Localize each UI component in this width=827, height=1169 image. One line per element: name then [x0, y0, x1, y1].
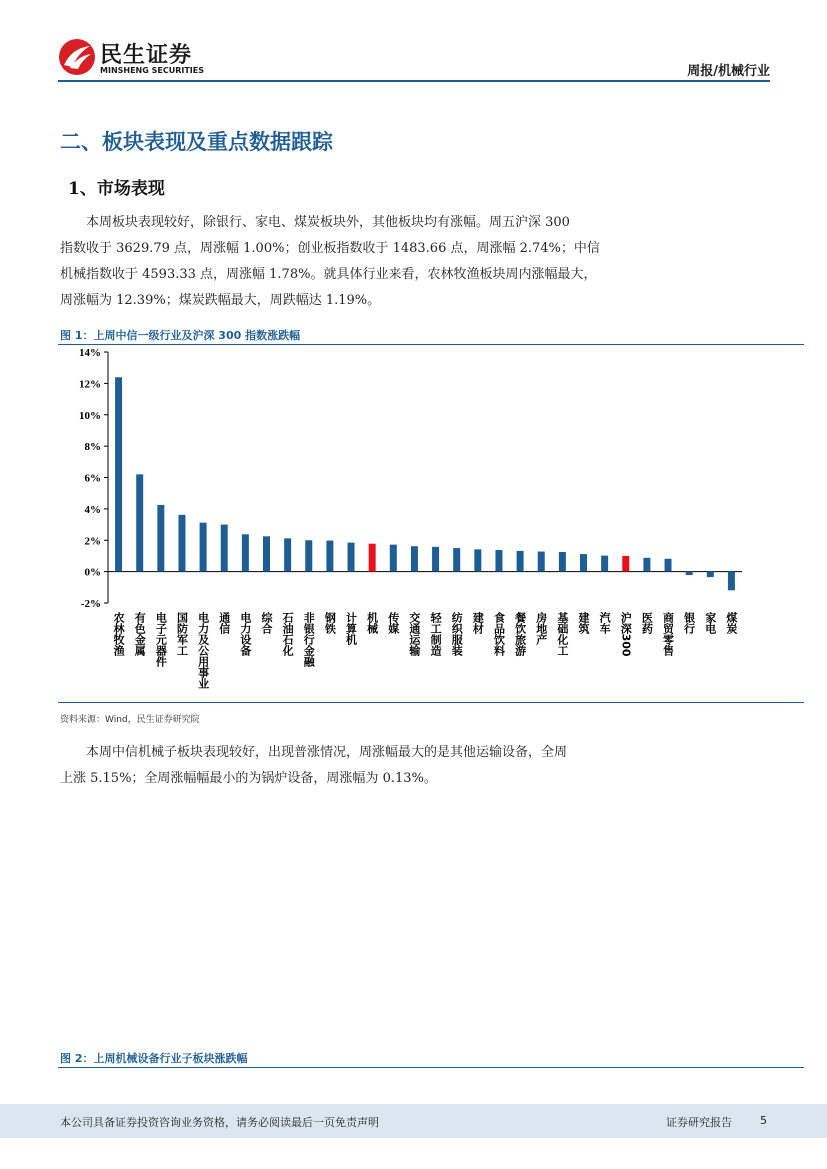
y-tick-label: 12% [79, 378, 101, 391]
page-header [58, 36, 770, 82]
x-tick-label: 食品饮料 [492, 611, 506, 656]
y-tick-label: 4% [84, 503, 101, 516]
x-tick-label: 钢铁 [323, 611, 337, 634]
bar [707, 572, 714, 577]
x-tick-label: 基础化工 [555, 611, 569, 656]
bar [622, 556, 629, 572]
page-footer [0, 1104, 827, 1138]
bar [643, 558, 650, 572]
x-tick-label: 通信 [217, 611, 231, 634]
x-tick-label: 纺织服装 [450, 611, 464, 656]
paragraph-line: 周涨幅为 12.39%；煤炭跌幅最大，周跌幅达 1.19%。 [60, 293, 381, 308]
bar [495, 550, 502, 572]
bar [390, 545, 397, 572]
report-type: 周报/机械行业 [687, 64, 770, 79]
y-tick-label: 2% [84, 535, 101, 548]
y-tick-label: 14% [79, 347, 101, 359]
x-tick-label: 有色金属 [133, 611, 147, 656]
bar [665, 559, 672, 572]
x-tick-label: 非银行金融 [302, 611, 316, 667]
x-tick-label: 银行 [682, 611, 696, 634]
paragraph-subsector [60, 740, 640, 792]
x-tick-label: 房地产 [534, 611, 548, 645]
x-tick-label: 商贸零售 [661, 611, 675, 656]
bar [474, 549, 481, 571]
logo-text-cn: 民生证券 [100, 43, 193, 68]
x-tick-label: 国防军工 [175, 611, 189, 656]
x-tick-label: 农林牧渔 [112, 611, 126, 656]
figure1-caption: 图 1：上周中信一级行业及沪深 300 指数涨跌幅 [60, 329, 301, 342]
bar [453, 548, 460, 572]
x-tick-label: 电力及公用事业 [196, 611, 210, 689]
y-tick-label: 6% [84, 472, 101, 485]
y-tick-label: 10% [79, 409, 101, 422]
bar [305, 540, 312, 571]
header-divider [58, 80, 770, 82]
paragraph-line: 机械指数收于 4593.33 点，周涨幅 1.78%。就具体行业来看，农林牧渔板块周内涨幅最大， [60, 267, 597, 282]
bar [580, 554, 587, 572]
bar [369, 544, 376, 572]
paragraph-line: 本周板块表现较好，除银行、家电、煤炭板块外，其他板块均有涨幅。周五沪深 300 [86, 215, 570, 230]
figure2-caption: 图 2：上周机械设备行业子板块涨跌幅 [60, 1052, 248, 1065]
figure1-source: 资料来源：Wind，民生证券研究院 [60, 715, 200, 725]
bar [411, 546, 418, 571]
paragraph-line: 本周中信机械子板块表现较好，出现普涨情况，周涨幅最大的是其他运输设备，全周 [86, 745, 568, 760]
y-tick-label: 0% [84, 566, 101, 579]
page-number: 5 [760, 1114, 767, 1127]
x-tick-label: 沪深300 [619, 611, 633, 657]
industry-return-bar-chart [58, 345, 804, 700]
y-tick-label: -2% [80, 598, 101, 610]
x-tick-label: 餐饮旅游 [513, 611, 527, 656]
x-tick-label: 计算机 [344, 611, 358, 645]
x-tick-label: 机械 [365, 611, 379, 634]
logo-text-en: MINSHENG SECURITIES [100, 66, 204, 75]
x-tick-label: 建材 [471, 611, 485, 634]
paragraph-market [60, 210, 640, 314]
bar [728, 572, 735, 591]
bar [517, 551, 524, 572]
x-tick-label: 电力设备 [238, 611, 252, 656]
section-title: 二、板块表现及重点数据跟踪 [60, 129, 333, 154]
x-tick-label: 建筑 [577, 611, 590, 634]
minsheng-logo-icon [58, 38, 96, 76]
footer-disclaimer: 本公司具备证券投资咨询业务资格，请务必阅读最后一页免责声明 [60, 1116, 379, 1129]
subsection-title: 1、市场表现 [68, 179, 165, 199]
paragraph-line: 上涨 5.15%；全周涨幅幅最小的为锅炉设备，周涨幅为 0.13%。 [60, 771, 437, 786]
x-tick-label: 综合 [260, 611, 273, 634]
bar [559, 552, 566, 572]
bar [242, 534, 249, 571]
bar [200, 523, 207, 572]
bar [263, 536, 270, 571]
x-tick-label: 煤炭 [724, 611, 738, 634]
bar [221, 525, 228, 572]
x-tick-label: 轻工制造 [429, 611, 443, 656]
bar [284, 538, 291, 571]
bar [432, 547, 439, 572]
bar [178, 515, 185, 572]
figure2-top-rule [58, 1067, 804, 1068]
figure1-bottom-rule [58, 702, 804, 703]
x-tick-label: 交通运输 [407, 611, 421, 656]
bar [601, 556, 608, 572]
x-tick-label: 石油石化 [281, 611, 295, 656]
x-tick-label: 医药 [640, 611, 654, 634]
x-tick-label: 传媒 [386, 611, 400, 634]
bar [326, 541, 333, 572]
x-tick-label: 汽车 [598, 611, 612, 634]
footer-report-label: 证券研究报告 [666, 1116, 732, 1129]
bar [538, 552, 545, 572]
bar [157, 505, 164, 572]
bar [686, 572, 693, 575]
x-tick-label: 家电 [703, 611, 717, 634]
paragraph-line: 指数收于 3629.79 点，周涨幅 1.00%；创业板指数收于 1483.66 点，周涨幅 2.74%；中信 [60, 241, 600, 256]
bar [115, 377, 122, 571]
bar [348, 543, 355, 572]
x-tick-label: 电子元器件 [154, 611, 168, 667]
y-tick-label: 8% [84, 441, 101, 454]
bar [136, 474, 143, 571]
